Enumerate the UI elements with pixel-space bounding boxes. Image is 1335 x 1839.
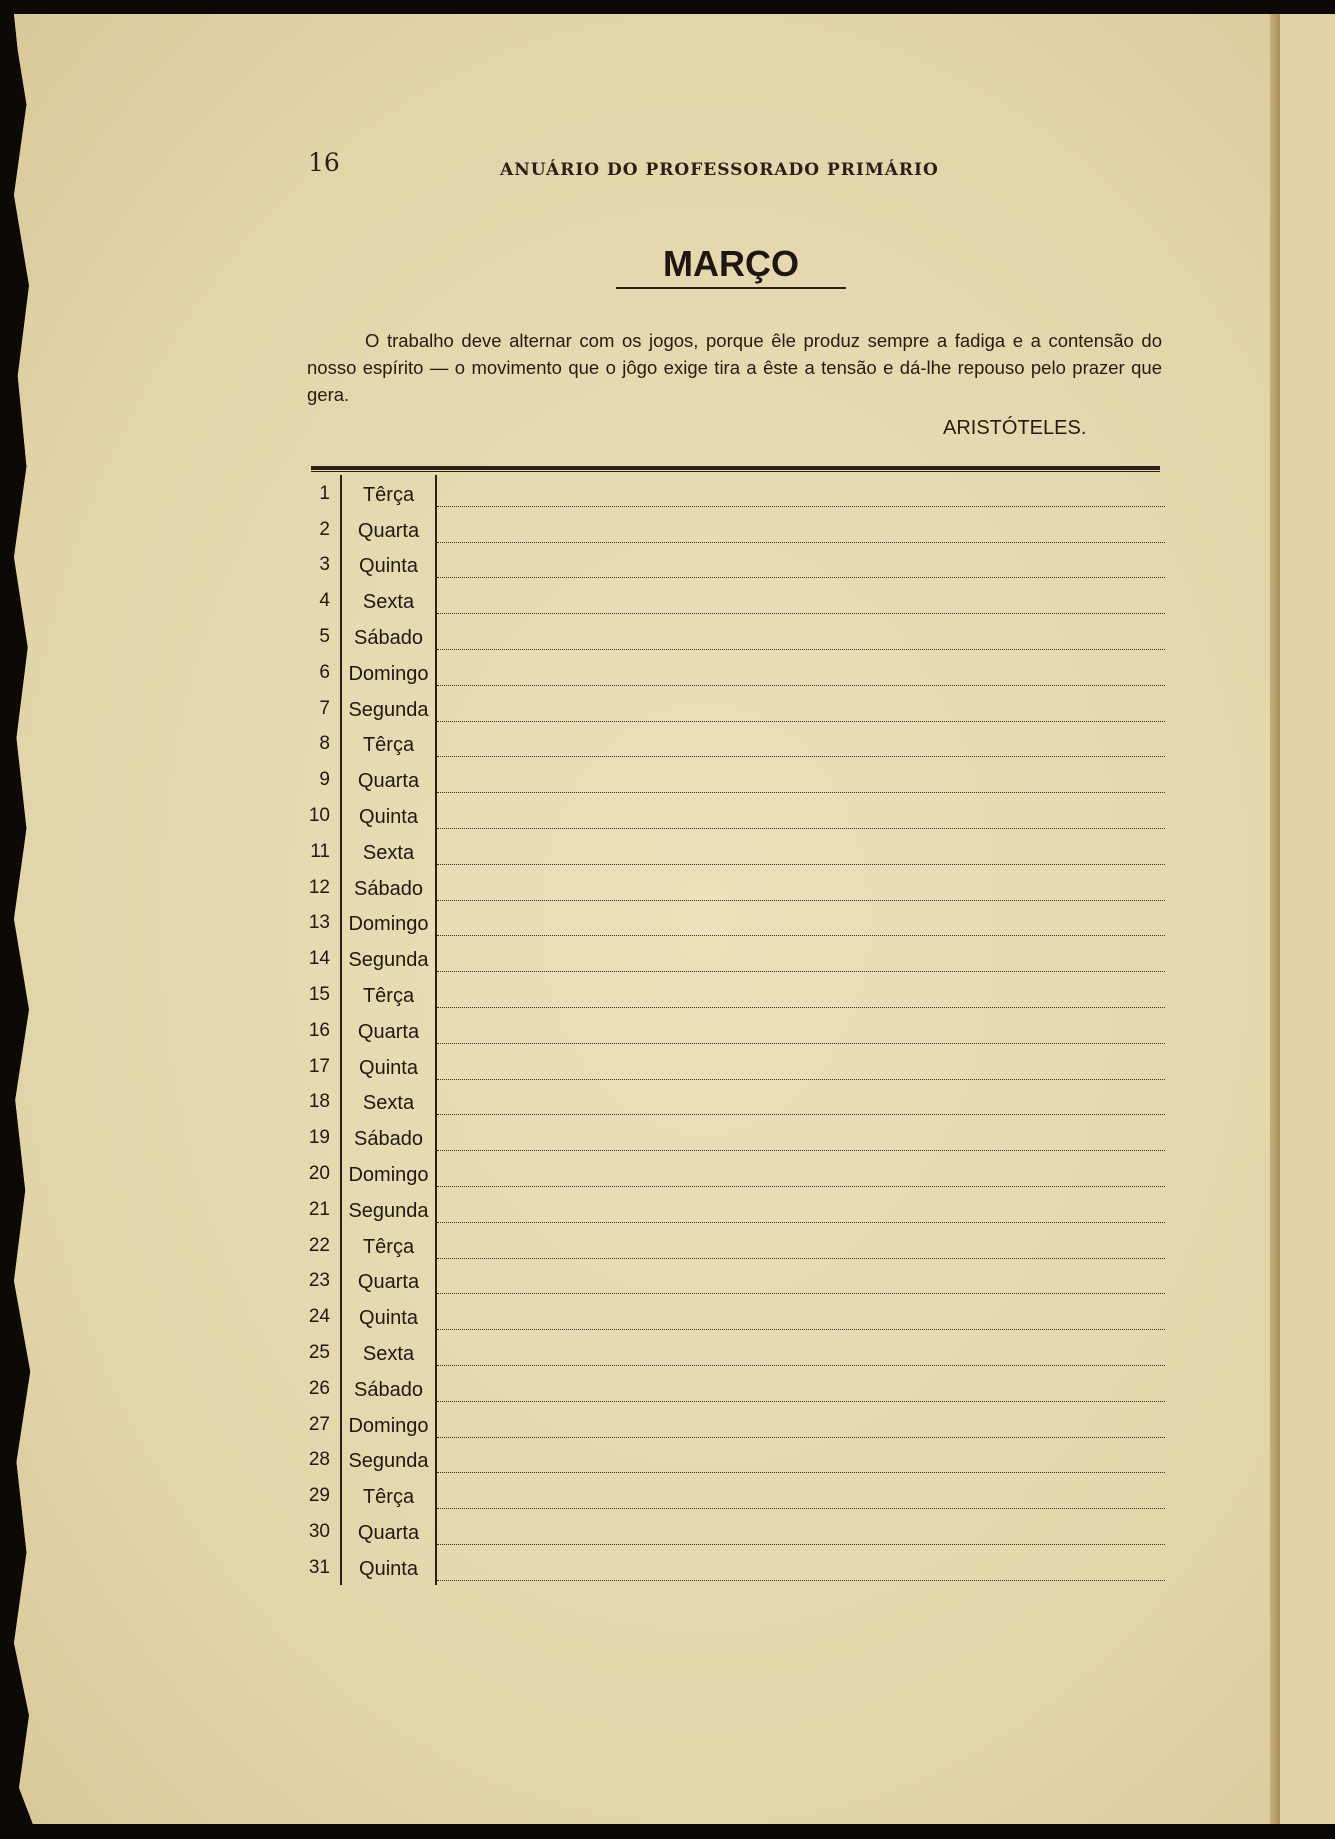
- day-number: 20: [308, 1162, 330, 1184]
- day-number: 5: [319, 625, 330, 647]
- day-name: Sexta: [340, 1334, 435, 1370]
- day-note-line[interactable]: [435, 511, 1165, 547]
- table-top-rule-thin: [311, 471, 1160, 472]
- day-row: [295, 797, 1165, 833]
- day-number: 6: [319, 661, 330, 683]
- day-note-line[interactable]: [435, 582, 1165, 618]
- day-note-line[interactable]: [435, 654, 1165, 690]
- day-name: Sábado: [340, 1370, 435, 1406]
- day-number: 22: [308, 1234, 330, 1256]
- day-name: Sexta: [340, 833, 435, 869]
- day-name: Sábado: [340, 618, 435, 654]
- day-note-line[interactable]: [435, 1334, 1165, 1370]
- day-note-line[interactable]: [435, 797, 1165, 833]
- day-note-line[interactable]: [435, 1263, 1165, 1299]
- day-number: 16: [308, 1019, 330, 1041]
- day-name: Quarta: [340, 1263, 435, 1299]
- day-note-line[interactable]: [435, 1442, 1165, 1478]
- day-note-line[interactable]: [435, 1048, 1165, 1084]
- day-note-line[interactable]: [435, 1119, 1165, 1155]
- day-row: [295, 761, 1165, 797]
- day-row: [295, 1334, 1165, 1370]
- day-note-line[interactable]: [435, 1227, 1165, 1263]
- day-number: 28: [308, 1449, 330, 1471]
- day-row: [295, 654, 1165, 690]
- day-row: [295, 833, 1165, 869]
- day-name: Sexta: [340, 1084, 435, 1120]
- day-number: 8: [319, 733, 330, 755]
- day-row: [295, 1084, 1165, 1120]
- day-note-line[interactable]: [435, 690, 1165, 726]
- day-number: 13: [308, 912, 330, 934]
- day-name: Quarta: [340, 761, 435, 797]
- day-row: [295, 1298, 1165, 1334]
- day-name: Segunda: [340, 940, 435, 976]
- day-number: 21: [308, 1198, 330, 1220]
- day-name: Quarta: [340, 1012, 435, 1048]
- day-row: [295, 1119, 1165, 1155]
- day-name: Quinta: [340, 1048, 435, 1084]
- day-row: [295, 1406, 1165, 1442]
- day-number: 18: [308, 1091, 330, 1113]
- day-note-line[interactable]: [435, 761, 1165, 797]
- day-number: 14: [308, 948, 330, 970]
- day-number: 11: [310, 840, 330, 862]
- day-number: 25: [308, 1341, 330, 1363]
- day-row: [295, 1513, 1165, 1549]
- day-name: Quarta: [340, 1513, 435, 1549]
- day-row: [295, 475, 1165, 511]
- day-name: Quinta: [340, 1549, 435, 1585]
- day-number: 23: [308, 1270, 330, 1292]
- day-row: [295, 1227, 1165, 1263]
- day-note-line[interactable]: [435, 1191, 1165, 1227]
- day-name: Quinta: [340, 797, 435, 833]
- day-note-line[interactable]: [435, 475, 1165, 511]
- day-note-line[interactable]: [435, 905, 1165, 941]
- day-row: [295, 976, 1165, 1012]
- day-number: 17: [308, 1055, 330, 1077]
- day-name: Quarta: [340, 511, 435, 547]
- day-number: 4: [319, 590, 330, 612]
- day-number: 26: [308, 1377, 330, 1399]
- day-number: 31: [308, 1556, 330, 1578]
- day-name: Têrça: [340, 726, 435, 762]
- day-number: 12: [308, 876, 330, 898]
- day-number: 19: [308, 1127, 330, 1149]
- running-title: ANUÁRIO DO PROFESSORADO PRIMÁRIO: [500, 160, 939, 180]
- day-name: Têrça: [340, 976, 435, 1012]
- day-note-line[interactable]: [435, 726, 1165, 762]
- day-note-line[interactable]: [435, 1370, 1165, 1406]
- day-name: Quinta: [340, 547, 435, 583]
- day-row: [295, 726, 1165, 762]
- day-number: 7: [319, 697, 330, 719]
- day-row: [295, 905, 1165, 941]
- day-number: 10: [308, 804, 330, 826]
- day-row: [295, 1048, 1165, 1084]
- day-name: Sexta: [340, 582, 435, 618]
- day-number: 15: [308, 983, 330, 1005]
- day-note-line[interactable]: [435, 976, 1165, 1012]
- day-row: [295, 1191, 1165, 1227]
- day-row: [295, 1263, 1165, 1299]
- day-name: Têrça: [340, 1227, 435, 1263]
- day-number: 29: [308, 1485, 330, 1507]
- day-number: 24: [308, 1306, 330, 1328]
- days-table: [295, 475, 1165, 1585]
- day-row: [295, 547, 1165, 583]
- day-row: [295, 1370, 1165, 1406]
- day-note-line[interactable]: [435, 618, 1165, 654]
- day-row: [295, 1477, 1165, 1513]
- day-row: [295, 940, 1165, 976]
- day-name: Sábado: [340, 869, 435, 905]
- table-top-rule: [311, 466, 1160, 470]
- day-row: [295, 618, 1165, 654]
- day-row: [295, 1155, 1165, 1191]
- day-name: Quinta: [340, 1298, 435, 1334]
- day-number: 2: [319, 518, 330, 540]
- page-number: 16: [308, 148, 340, 177]
- day-row: [295, 1442, 1165, 1478]
- day-note-line[interactable]: [435, 1155, 1165, 1191]
- next-page-edge: [1280, 14, 1335, 1824]
- day-name: Têrça: [340, 1477, 435, 1513]
- day-note-line[interactable]: [435, 1012, 1165, 1048]
- day-note-line[interactable]: [435, 1477, 1165, 1513]
- page-fold: [1270, 14, 1280, 1824]
- month-title: MARÇO: [616, 243, 846, 289]
- day-note-line[interactable]: [435, 1406, 1165, 1442]
- day-name: Sábado: [340, 1119, 435, 1155]
- day-note-line[interactable]: [435, 547, 1165, 583]
- quote-text: O trabalho deve alternar com os jogos, porque êle produz sempre a fadiga e a contensão do nosso espírito — o movimento que o jôgo exige tira a êste a tensão e dá-lhe repouso pelo prazer que gera.: [307, 330, 1162, 405]
- day-number: 1: [319, 482, 330, 504]
- day-name: Segunda: [340, 1442, 435, 1478]
- day-note-line[interactable]: [435, 1513, 1165, 1549]
- day-note-line[interactable]: [435, 1084, 1165, 1120]
- day-number: 27: [308, 1413, 330, 1435]
- day-row: [295, 690, 1165, 726]
- day-note-line[interactable]: [435, 1549, 1165, 1585]
- day-row: [295, 511, 1165, 547]
- day-name: Têrça: [340, 475, 435, 511]
- day-number: 9: [319, 769, 330, 791]
- day-note-line[interactable]: [435, 1298, 1165, 1334]
- day-note-line[interactable]: [435, 869, 1165, 905]
- day-row: [295, 582, 1165, 618]
- day-note-line[interactable]: [435, 833, 1165, 869]
- day-name: Segunda: [340, 690, 435, 726]
- day-row: [295, 1549, 1165, 1585]
- day-name: Domingo: [340, 1406, 435, 1442]
- day-name: Segunda: [340, 1191, 435, 1227]
- day-note-line[interactable]: [435, 940, 1165, 976]
- day-row: [295, 1012, 1165, 1048]
- day-number: 3: [319, 554, 330, 576]
- day-name: Domingo: [340, 654, 435, 690]
- day-name: Domingo: [340, 1155, 435, 1191]
- day-name: Domingo: [340, 905, 435, 941]
- day-row: [295, 869, 1165, 905]
- day-number: 30: [308, 1520, 330, 1542]
- quote-author: ARISTÓTELES.: [943, 417, 1087, 439]
